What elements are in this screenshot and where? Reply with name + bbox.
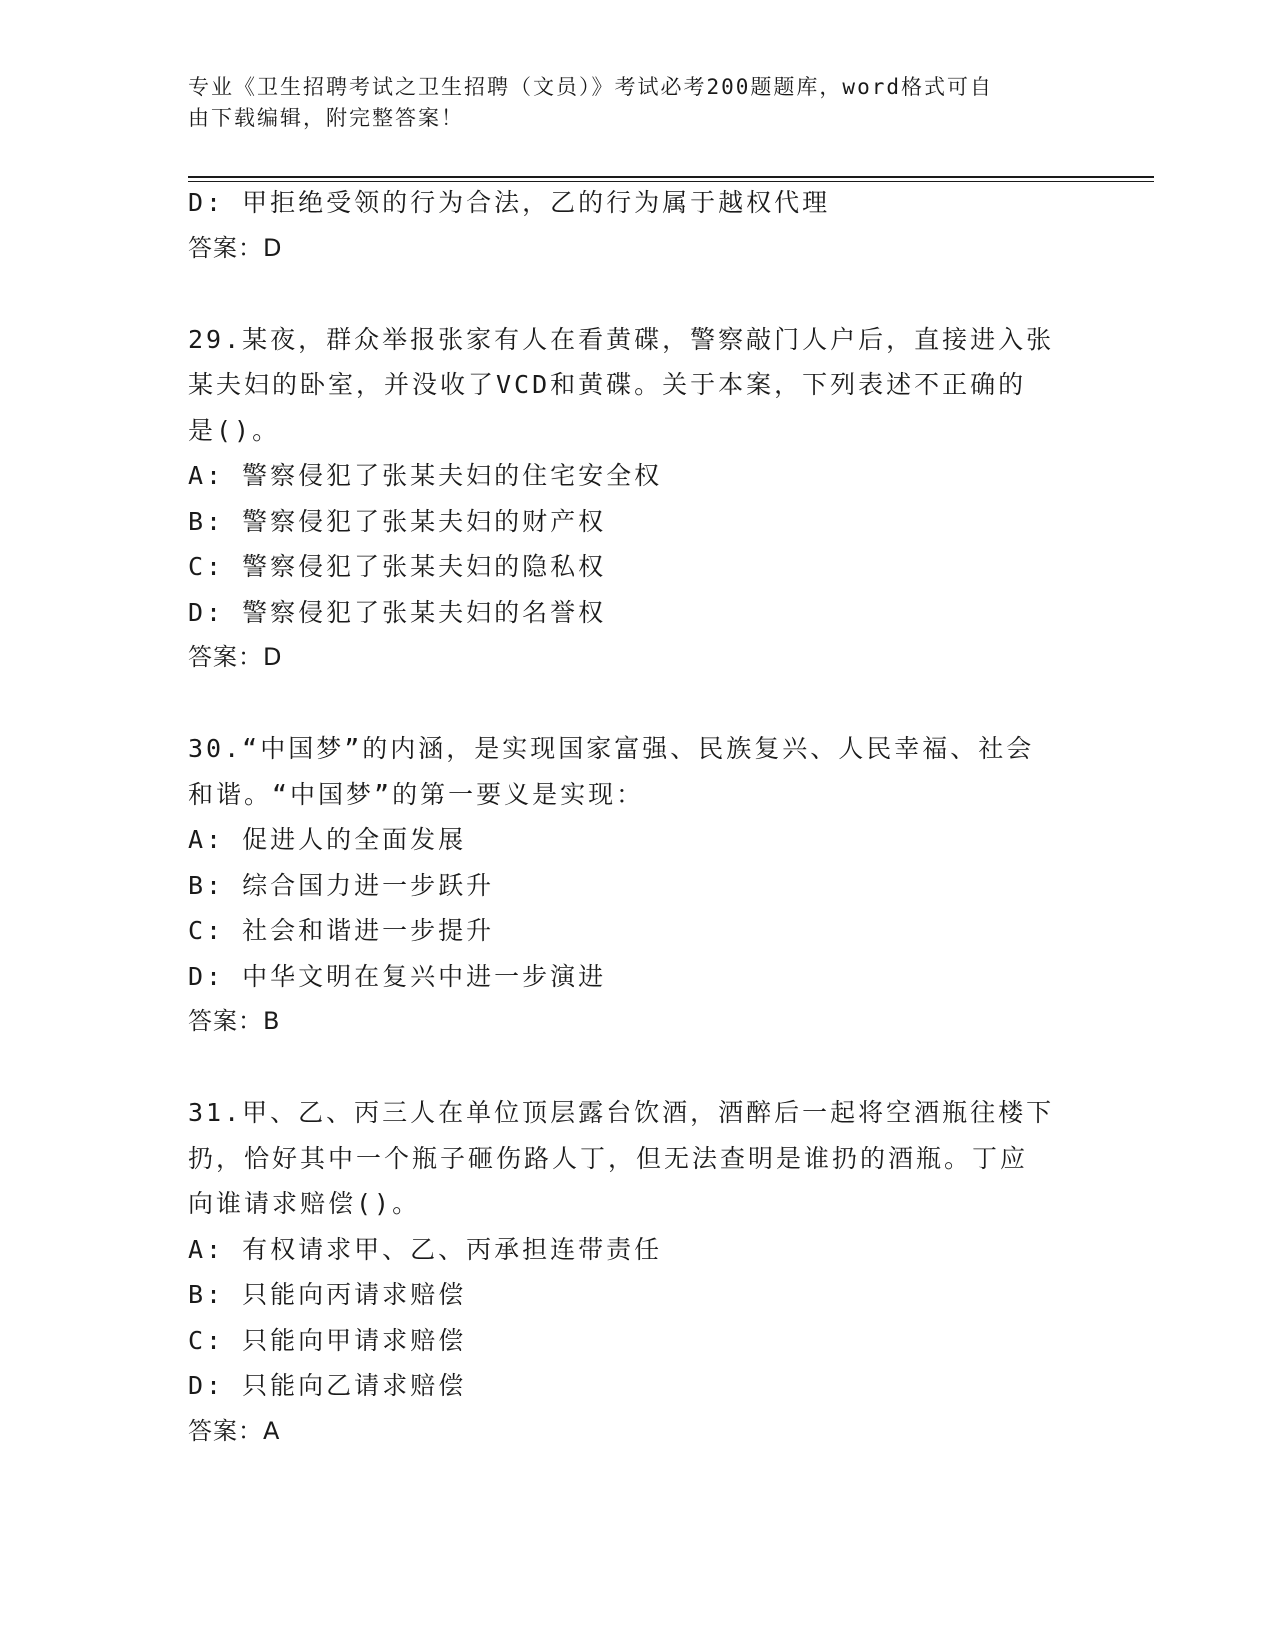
spacer (188, 271, 1088, 317)
option-c: C: 只能向甲请求赔偿 (188, 1325, 467, 1355)
header-line: 专业《卫生招聘考试之卫生招聘（文员）》考试必考200题题库，word格式可自 (188, 75, 993, 99)
question-stem-line: 扔，恰好其中一个瓶子砸伤路人丁，但无法查明是谁扔的酒瓶。丁应 (188, 1143, 1029, 1173)
option-b: B: 综合国力进一步跃升 (188, 870, 495, 900)
option-b: B: 警察侵犯了张某夫妇的财产权 (188, 506, 607, 536)
question-31 (188, 1090, 1088, 1454)
question-30 (188, 726, 1088, 1045)
option-a: A: 有权请求甲、乙、丙承担连带责任 (188, 1234, 663, 1264)
question-stem-line: 30.“中国梦”的内涵，是实现国家富强、民族复兴、人民幸福、社会 (188, 734, 1035, 763)
option-c: C: 社会和谐进一步提升 (188, 916, 495, 945)
question-29 (188, 317, 1088, 681)
answer-line: 答案：D (188, 643, 283, 671)
option-c: C: 警察侵犯了张某夫妇的隐私权 (188, 552, 607, 581)
header-line: 由下载编辑，附完整答案！ (188, 106, 464, 130)
option-d: D: 甲拒绝受领的行为合法，乙的行为属于越权代理 (188, 188, 831, 217)
question-stem-line: 31.甲、乙、丙三人在单位顶层露台饮酒，酒醉后一起将空酒瓶往楼下 (188, 1098, 1055, 1127)
document-header (188, 72, 1068, 134)
question-stem-line: 某夫妇的卧室，并没收了VCD和黄碟。关于本案，下列表述不正确的 (188, 370, 1027, 399)
answer-line: 答案：B (188, 1007, 281, 1035)
option-a: A: 警察侵犯了张某夫妇的住宅安全权 (188, 461, 663, 490)
header-divider-thick (188, 176, 1154, 178)
option-b: B: 只能向丙请求赔偿 (188, 1280, 467, 1309)
spacer (188, 681, 1088, 727)
question-stem-line: 和谐。“中国梦”的第一要义是实现： (188, 779, 645, 809)
answer-line: 答案：D (188, 233, 283, 262)
option-a: A: 促进人的全面发展 (188, 825, 467, 854)
question-stem-line: 向谁请求赔偿()。 (188, 1189, 421, 1218)
spacer (188, 1045, 1088, 1091)
option-d: D: 中华文明在复兴中进一步演进 (188, 961, 607, 991)
question-body (188, 180, 1088, 1454)
option-d: D: 警察侵犯了张某夫妇的名誉权 (188, 597, 607, 627)
option-d: D: 只能向乙请求赔偿 (188, 1371, 467, 1400)
answer-line: 答案：A (188, 1416, 281, 1445)
question-stem-line: 是()。 (188, 415, 281, 445)
question-stem-line: 29.某夜，群众举报张家有人在看黄碟，警察敲门人户后，直接进入张 (188, 324, 1055, 354)
